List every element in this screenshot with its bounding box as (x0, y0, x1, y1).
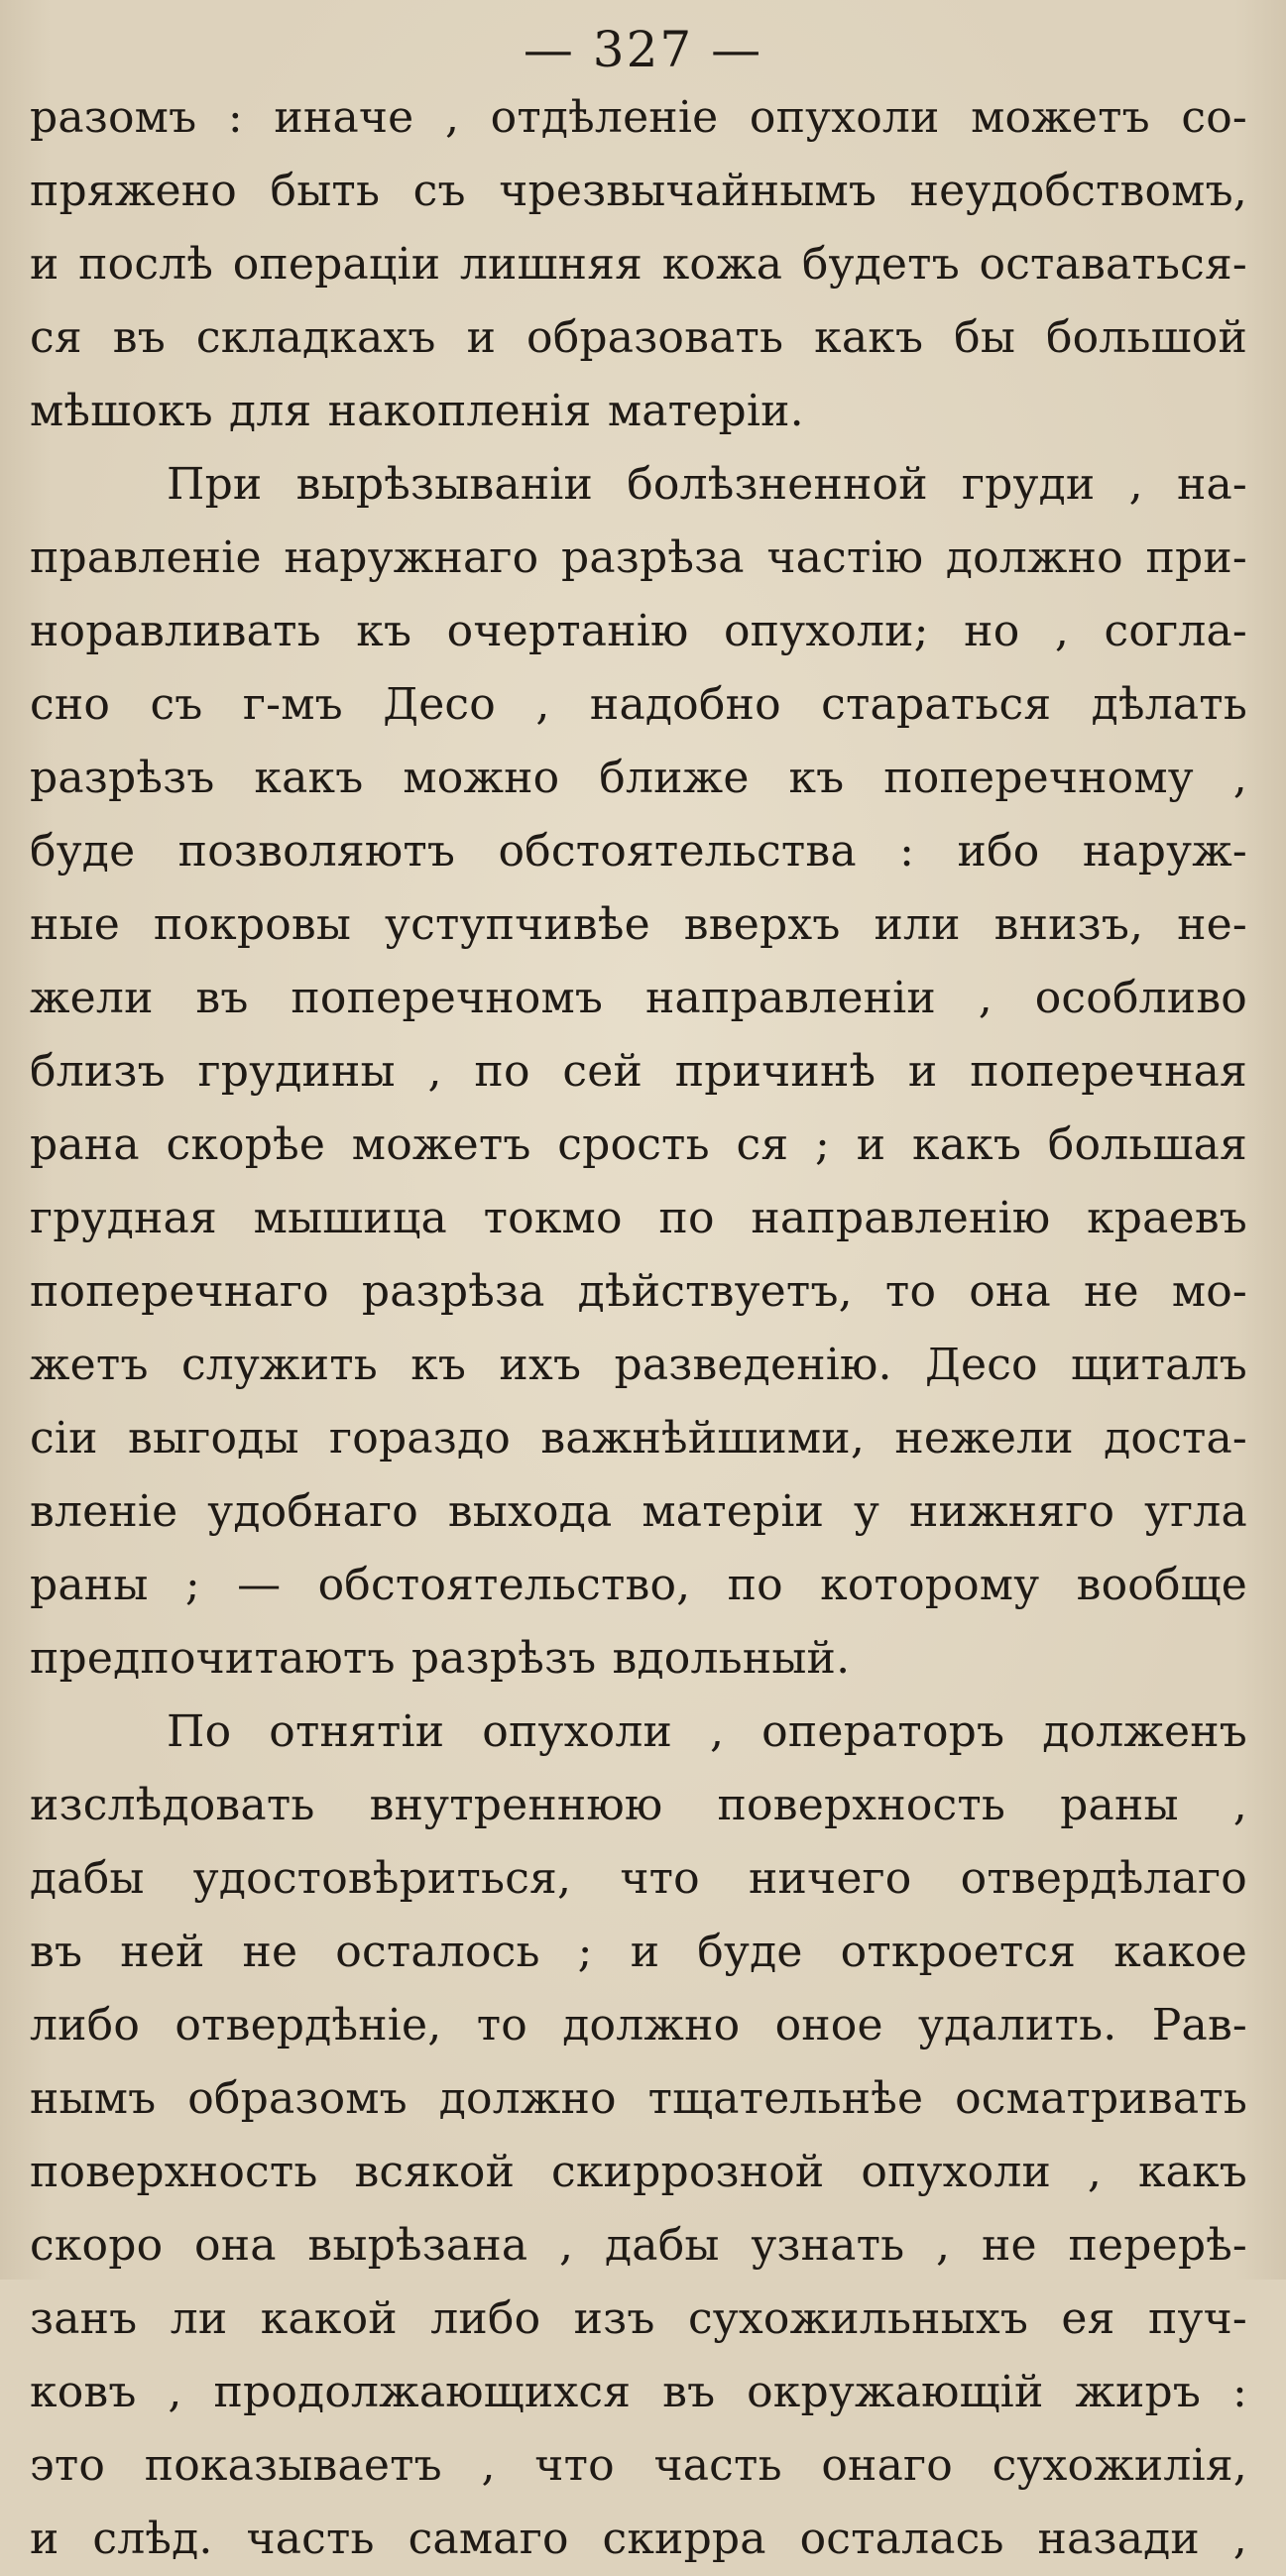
text-line: разомъ : иначе , отдѣленіе опухоли можетъ со- (30, 92, 1247, 143)
text-line: грудная мышица токмо по направленію краевъ (30, 1193, 1247, 1243)
text-line: разрѣзъ какъ можно ближе къ поперечному , (30, 753, 1247, 803)
text-line: ные покровы уступчивѣе вверхъ или внизъ, не- (30, 899, 1247, 950)
text-line: ковъ , продолжающихся въ окружающій жиръ : (30, 2367, 1247, 2417)
text-line: правленіе наружнаго разрѣза частію должно при- (30, 532, 1247, 583)
text-line: изслѣдовать внутреннюю поверхность раны , (30, 1780, 1247, 1830)
text-line: раны ; — обстоятельство, по которому вообще (30, 1560, 1247, 1610)
text-line: предпочитаютъ разрѣзъ вдольный. (30, 1633, 851, 1684)
text-line: буде позволяютъ обстоятельства : ибо наруж- (30, 826, 1247, 877)
text-line: и послѣ операціи лишняя кожа будетъ оставаться- (30, 239, 1247, 290)
text-line: пряжено быть съ чрезвычайнымъ неудобствомъ, (30, 166, 1247, 216)
text-line: поперечнаго разрѣза дѣйствуетъ, то она не мо- (30, 1266, 1247, 1317)
body-text (30, 81, 1247, 2576)
text-line: занъ ли какой либо изъ сухожильныхъ ея пуч- (30, 2293, 1247, 2344)
text-line: вленіе удобнаго выхода матеріи у нижняго угла (30, 1486, 1247, 1537)
text-line: нымъ образомъ должно тщательнѣе осматривать (30, 2073, 1247, 2124)
text-line: жетъ служить къ ихъ разведенію. Десо щиталъ (30, 1340, 1247, 1390)
text-line: жели въ поперечномъ направленіи , особливо (30, 973, 1247, 1023)
text-line: норавливать къ очертанію опухоли; но , согла- (30, 606, 1247, 656)
text-line: сно съ г-мъ Десо , надобно стараться дѣлать (30, 679, 1247, 730)
text-line: мѣшокъ для накопленія матеріи. (30, 386, 804, 436)
text-line: близъ грудины , по сей причинѣ и поперечная (30, 1046, 1247, 1097)
text-line: ся въ складкахъ и образовать какъ бы большой (30, 312, 1247, 363)
text-line: либо отвердѣніе, то должно оное удалить. Рав- (30, 2000, 1247, 2050)
text-line: поверхность всякой скиррозной опухоли , какъ (30, 2147, 1247, 2197)
text-line: сіи выгоды гораздо важнѣйшими, нежели доста- (30, 1413, 1247, 1464)
text-line: дабы удостовѣриться, что ничего отвердѣлаго (30, 1853, 1247, 1904)
text-line: это показываетъ , что часть онаго сухожилія, (30, 2440, 1247, 2491)
page-number: — 327 — (523, 21, 763, 78)
paragraph-start-line: При вырѣзываніи болѣзненной груди , на- (167, 459, 1247, 510)
text-line: и слѣд. часть самаго скирра осталась назади , (30, 2514, 1247, 2564)
text-line: скоро она вырѣзана , дабы узнать , не перерѣ- (30, 2220, 1247, 2271)
paragraph-start-line: По отнятіи опухоли , операторъ долженъ (167, 1706, 1247, 1757)
text-line: рана скорѣе можетъ срость ся ; и какъ большая (30, 1119, 1247, 1170)
text-line: въ ней не осталось ; и буде откроется какое (30, 1927, 1247, 1977)
